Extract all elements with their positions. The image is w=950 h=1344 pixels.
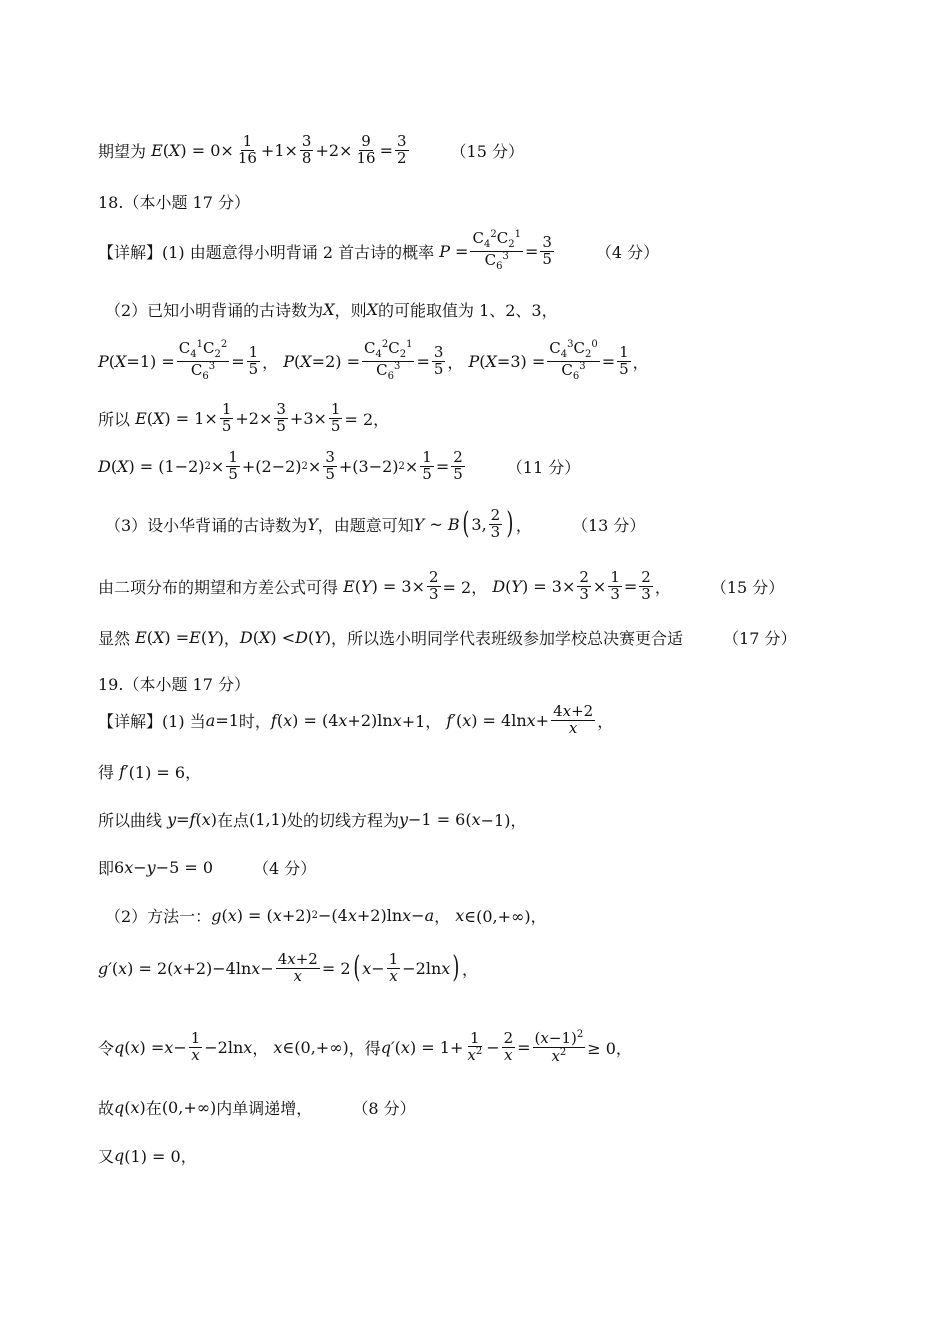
text: 处的切线方程为	[286, 811, 399, 830]
score: （13 分）	[571, 515, 646, 535]
question-19-heading: 19.（本小题 17 分）	[98, 675, 250, 694]
text: 又	[98, 1147, 115, 1166]
score: （11 分）	[506, 457, 581, 477]
score: （17 分）	[723, 629, 797, 648]
text: 得	[98, 763, 115, 782]
score: （8 分）	[352, 1099, 416, 1118]
text: 【详解】(1) 当	[98, 711, 206, 731]
tangent-line: 所以曲线 y = f ( x ) 在点 (1,1) 处的切线方程为 y −1 = 6( x −1)，	[98, 810, 527, 830]
tangent-result-line: 即 6 x − y −5 = 0 （4 分）	[98, 858, 317, 878]
text: （2）已知小明背诵的古诗数为	[105, 301, 324, 320]
expectation-line: 期望为 E ( X ) = 0× $\frac{1}{16}$ +1× $\frac{3}{8}$ +2× $\frac{9}{16}$ = $\frac{3}{2}$ （15 分）	[98, 132, 524, 167]
text: 在点	[217, 811, 250, 830]
text: 即	[98, 859, 115, 878]
q-value-line: 又 q (1) = 0，	[98, 1146, 197, 1166]
score: （4 分）	[595, 242, 660, 262]
dx-line: D ( X ) = (1−2) 2 × $\frac{1}{5}$ +(2−2) 2 × $\frac{3}{5}$ +(3−2) 2 × $\frac{1}{5}$ = $\frac{2}{5}$ （11 分）	[98, 448, 581, 483]
text: ，由题意可知	[317, 515, 414, 535]
text: （3）设小华背诵的古诗数为	[105, 515, 308, 535]
binomial-line: 由二项分布的期望和方差公式可得 E ( Y ) = 3× $\frac{2}{3}$ = 2， D ( Y ) = 3× $\frac{2}{3}$ × $\frac{1}{3}$ = $\frac{2}{3}$ ， （15 分）	[98, 568, 785, 603]
part3-line: （3）设小华背诵的古诗数为 Y ，由题意可知 Y ~ B ( 3, $\frac{2}{3}$ ) ， （13 分）	[105, 506, 646, 542]
derivative-value-line: 得 f′ (1) = 6，	[98, 762, 202, 782]
probability-line: P ( X =1) = $\frac{C_4^1C_2^2}{C_6^3}$ = $\frac{1}{5}$ ， P ( X =2) = $\frac{C_4^2C_2^1}{C_6^3}$ = $\frac{3}{5}$ ， P ( X =3) = $\frac{C_4^3C_2^0}{C_6^3}$ = $\frac{1}{5}$ ，	[98, 339, 649, 382]
text: 在	[145, 1099, 162, 1118]
ex-line: 所以 E ( X ) = 1× $\frac{1}{5}$ +2× $\frac{3}{5}$ +3× $\frac{1}{5}$ = 2，	[98, 400, 390, 435]
part2-line: （2）已知小明背诵的古诗数为 X ，则 X 的可能取值为 1、2、3，	[105, 300, 558, 320]
text: ，所以选小明同学代表班级参加学校总决赛更合适	[331, 629, 684, 648]
monotonic-line: 故 q ( x ) 在 (0,+∞) 内单调递增， （8 分）	[98, 1098, 416, 1118]
g-derivative-line: g′ ( x ) = 2( x +2)−4ln x − $\frac{4x+2}{x}$ = 2 ( x − $\frac{1}{x}$ −2ln x ) ，	[98, 950, 479, 986]
text: 所以曲线	[98, 811, 163, 830]
text: 由二项分布的期望和方差公式可得	[98, 577, 339, 597]
score: （15 分）	[450, 141, 524, 161]
text: 故	[98, 1099, 115, 1118]
conclusion-line: 显然 E ( X ) = E ( Y )， D ( X ) < D ( Y ) ，所以选小明同学代表班级参加学校总决赛更合适 （17 分）	[98, 628, 797, 648]
text: 时，	[238, 711, 271, 731]
text: 的可能取值为 1、2、3，	[377, 301, 558, 320]
q19-part2-line: （2）方法一： g ( x ) = ( x +2) 2 −(4 x +2)ln x − a ， x ∈(0,+∞)，	[105, 906, 547, 926]
score: （4 分）	[253, 859, 317, 878]
text: 显然	[98, 629, 131, 648]
text: 【详解】(1) 由题意得小明背诵 2 首古诗的概率	[98, 242, 435, 262]
q19-part1-line: 【详解】(1) 当 a =1 时， f ( x ) = (4 x +2)ln x +1， f′ ( x ) = 4ln x + $\frac{4x+2}{x}$ ，	[98, 702, 614, 737]
question-18-heading: 18.（本小题 17 分）	[98, 193, 250, 212]
text: 所以	[98, 409, 131, 429]
text: 令	[98, 1038, 115, 1058]
text: 内单调递增，	[216, 1099, 313, 1118]
q-function-line: 令 q ( x ) = x − $\frac{1}{x}$ −2ln x ， x ∈(0,+∞) ，得 q′ ( x ) = 1+ $\frac{1}{x^2}$ − $\frac{2}{x}$ = $\frac{(x-1)^2}{x^2}$ ≥ 0，	[98, 1028, 632, 1065]
score: （15 分）	[710, 577, 785, 597]
text: ，则	[334, 301, 367, 320]
text: ，得	[348, 1038, 381, 1058]
text: （2）方法一：	[105, 907, 212, 926]
part1-line: 【详解】(1) 由题意得小明背诵 2 首古诗的概率 P = $\frac{C_4^2C_2^1}{C_6^3}$ = $\frac{3}{5}$ （4 分）	[98, 229, 660, 272]
text: 期望为	[98, 141, 147, 161]
